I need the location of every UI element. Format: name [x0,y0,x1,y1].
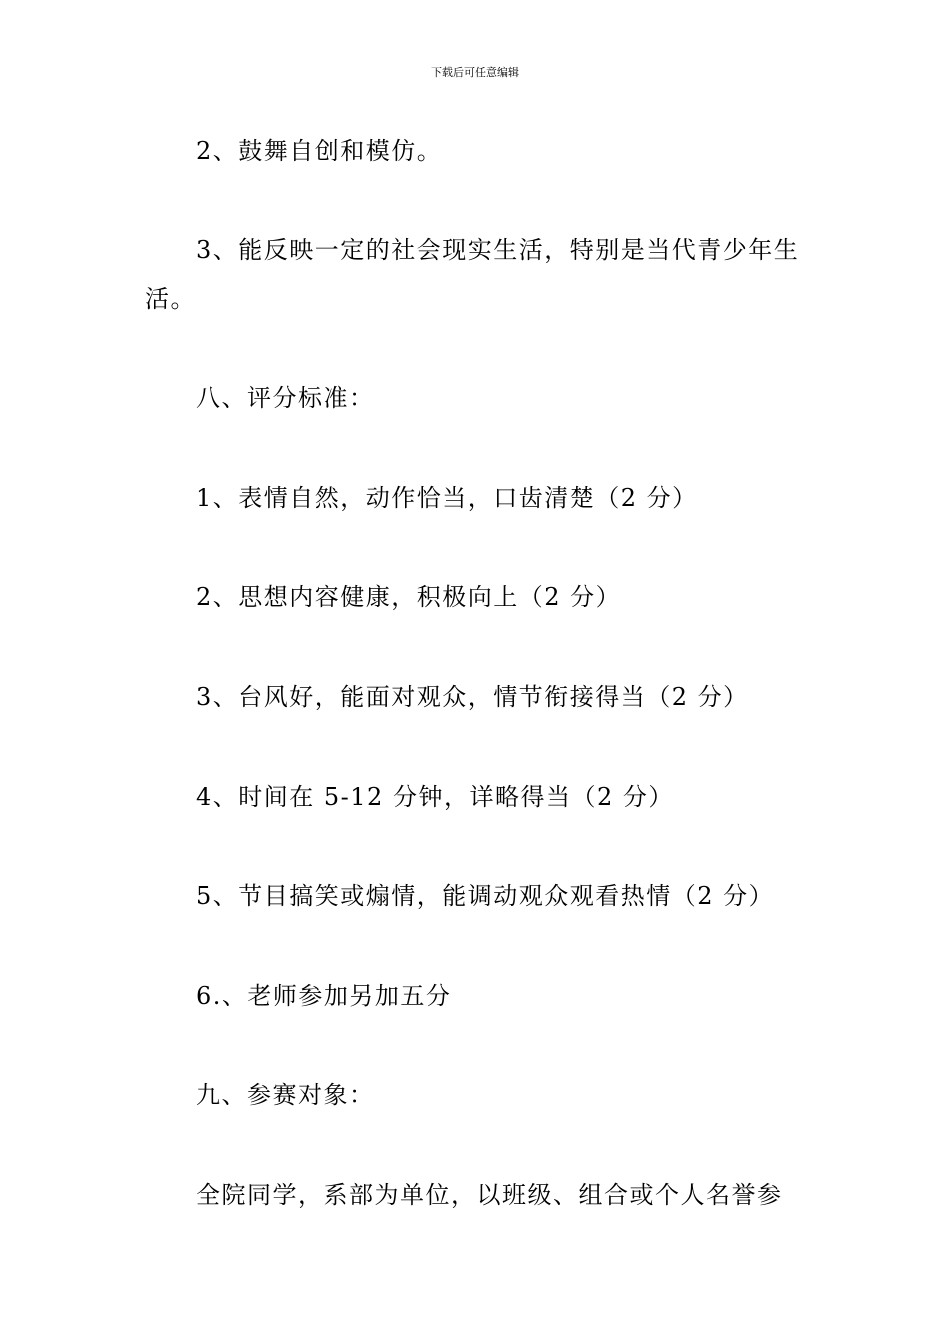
participants-description [145,1178,810,1212]
criteria-text: 5、节目搞笑或煽情，能调动观众观看热情（2 分） [196,882,775,910]
section-heading-participants [145,1078,810,1112]
paragraph-text: 2、鼓舞自创和模仿。 [196,137,443,165]
page-header: 下载后可任意编辑 [431,66,519,79]
criteria-item-4 [145,780,810,814]
criteria-item-3 [145,680,810,714]
criteria-text: 6.、老师参加另加五分 [196,982,452,1010]
paragraph-continuation: 活。 [145,285,196,313]
paragraph-text: 全院同学，系部为单位，以班级、组合或个人名誉参 [196,1181,783,1209]
heading-text: 八、评分标准： [196,384,375,412]
criteria-item-2 [145,580,810,614]
criteria-text: 1、表情自然，动作恰当，口齿清楚（2 分） [196,484,698,512]
paragraph-item-3-reflect-life [145,233,810,316]
paragraph-text: 3、能反映一定的社会现实生活，特别是当代青少年生 [196,236,800,264]
criteria-text: 4、时间在 5-12 分钟，详略得当（2 分） [196,783,674,811]
criteria-item-6 [145,979,810,1013]
criteria-item-1 [145,481,810,515]
section-heading-scoring [145,381,810,415]
criteria-text: 2、思想内容健康，积极向上（2 分） [196,583,622,611]
paragraph-item-2-encourage [145,134,810,168]
heading-text: 九、参赛对象： [196,1081,375,1109]
criteria-text: 3、台风好，能面对观众，情节衔接得当（2 分） [196,683,749,711]
criteria-item-5 [145,879,810,913]
